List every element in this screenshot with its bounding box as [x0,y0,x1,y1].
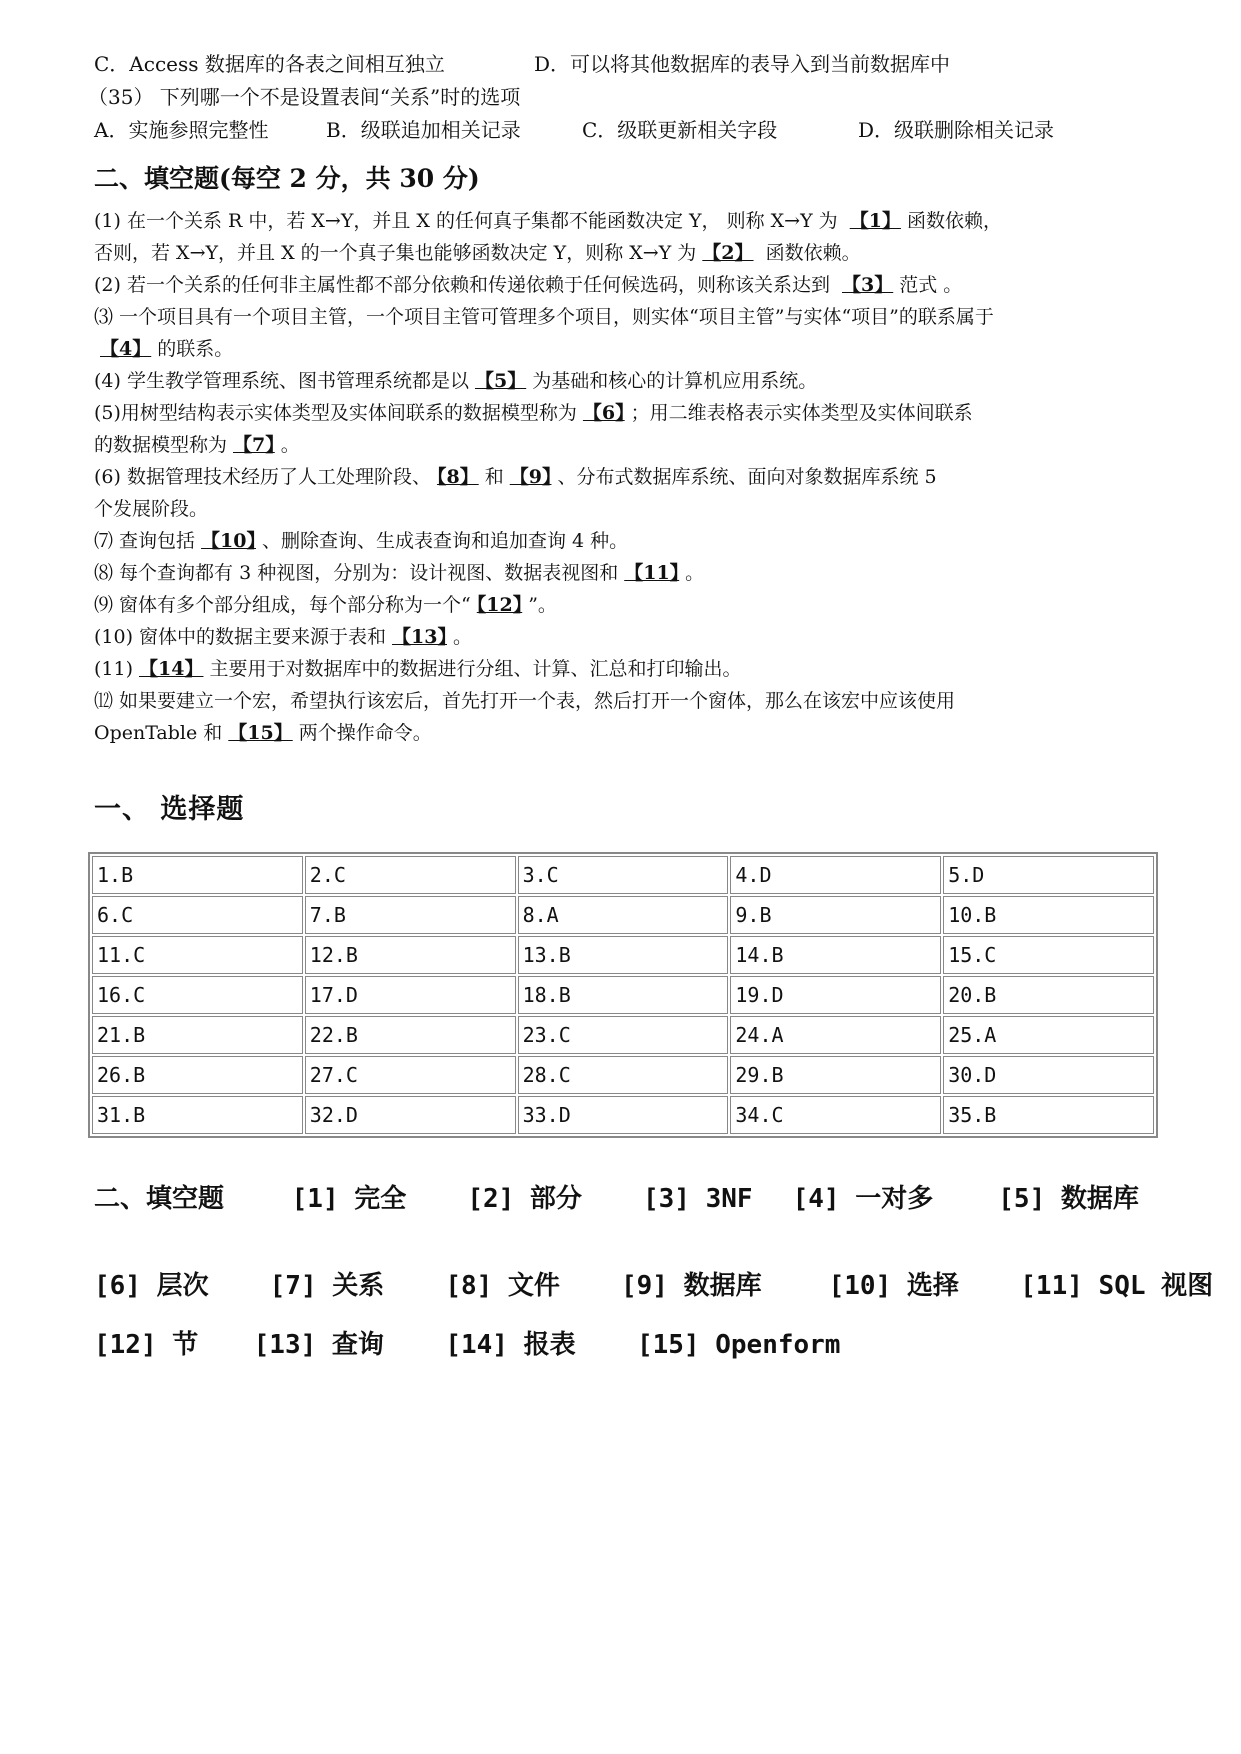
answer-fill-3: [3] 3NF [642,1184,753,1214]
blank-3: 【3】 [842,274,894,296]
answer-cell: 8.A [518,896,729,934]
fill-q5-text-1: (5)用树型结构表示实体类型及实体间联系的数据模型称为 [94,402,577,424]
blank-2: 【2】 [702,242,754,264]
answer-cell: 15.C [943,936,1154,974]
answer-cell: 5.D [943,856,1154,894]
fill-q8-text-2: 。 [685,562,705,584]
blank-8: 【8】 [436,466,479,488]
answers-fill-line-2 [94,1265,1214,1302]
fill-q6-text-2: 和 [484,466,504,488]
answer-cell: 31.B [92,1096,303,1134]
fill-q1-text-4: 函数依赖。 [759,242,861,264]
answer-cell: 13.B [518,936,729,974]
fill-q5-text-2: ；用二维表格表示实体类型及实体间联系 [630,402,973,424]
fill-q4-text-2: 为基础和核心的计算机应用系统。 [532,370,818,392]
answer-cell: 9.B [730,896,941,934]
fill-q8-text-1: ⑻ 每个查询都有 3 种视图，分别为：设计视图、数据表视图和 [94,562,619,584]
table-row [92,1056,1154,1094]
table-row [92,936,1154,974]
answer-cell: 35.B [943,1096,1154,1134]
fill-q2 [94,269,1174,301]
fill-q6-text-1: (6) 数据管理技术经历了人工处理阶段、 [94,466,431,488]
answer-cell: 22.B [305,1016,516,1054]
blank-9: 【9】 [509,466,552,488]
answer-cell: 3.C [518,856,729,894]
answer-cell: 19.D [730,976,941,1014]
answer-fill-4: [4] 一对多 [792,1184,934,1214]
fill-q5 [94,397,1174,461]
table-row [92,856,1154,894]
q35-option-c: C．级联更新相关字段 [582,118,778,142]
answer-cell: 30.D [943,1056,1154,1094]
answer-cell: 20.B [943,976,1154,1014]
answer-fill-9: [9] 数据库 [620,1271,762,1301]
fill-q10 [94,621,1174,653]
answer-cell: 18.B [518,976,729,1014]
blank-5: 【5】 [474,370,527,392]
q35-stem: （35） 下列哪一个不是设置表间“关系”时的选项 [88,85,521,109]
answer-cell: 33.D [518,1096,729,1134]
table-row [92,976,1154,1014]
fill-q2-text-1: (2) 若一个关系的任何非主属性都不部分依赖和传递依赖于任何候选码，则称该关系达到 [94,274,836,296]
answer-fill-13: [13] 查询 [253,1330,384,1360]
answer-fill-15: [15] Openform [636,1330,841,1360]
blank-11: 【11】 [624,562,680,584]
blank-7: 【7】 [233,434,275,456]
q34-option-d: D．可以将其他数据库的表导入到当前数据库中 [534,52,951,76]
fill-q5-text-4: 。 [280,434,300,456]
answer-cell: 12.B [305,936,516,974]
fill-q11-text-2: 主要用于对数据库中的数据进行分组、计算、汇总和打印输出。 [209,658,742,680]
answers-fill-line-3 [94,1324,1174,1361]
answer-cell: 21.B [92,1016,303,1054]
answer-cell: 27.C [305,1056,516,1094]
fill-q12-text-1: ⑿ 如果要建立一个宏，希望执行该宏后，首先打开一个表，然后打开一个窗体，那么在该宏中应该使用 [94,690,956,712]
answer-cell: 7.B [305,896,516,934]
blank-4: 【4】 [100,338,152,360]
fill-q7-text-1: ⑺ 查询包括 [94,530,196,552]
table-row [92,896,1154,934]
answer-cell: 6.C [92,896,303,934]
answer-cell: 28.C [518,1056,729,1094]
fill-q1-text-2: 函数依赖， [906,210,1002,232]
answer-fill-11: [11] SQL 视图 [1020,1271,1214,1301]
fill-q12 [94,685,1174,749]
blank-14: 【14】 [139,658,204,680]
answer-cell: 4.D [730,856,941,894]
answer-cell: 25.A [943,1016,1154,1054]
fill-q9 [94,589,1174,621]
fill-q10-text-2: 。 [453,626,473,648]
answer-cell: 34.C [730,1096,941,1134]
table-row [92,1016,1154,1054]
answer-fill-14: [14] 报表 [445,1330,576,1360]
answer-fill-5: [5] 数据库 [998,1184,1139,1214]
answer-fill-8: [8] 文件 [445,1271,560,1301]
fill-q10-text-1: (10) 窗体中的数据主要来源于表和 [94,626,387,648]
fill-q12-text-2: OpenTable 和 [94,722,223,744]
document-page [88,48,1214,1361]
fill-q3-text-1: ⑶ 一个项目具有一个项目主管，一个项目主管可管理多个项目，则实体“项目主管”与实体“项目”的联系属于 [94,306,994,328]
answers-fill-title: 二、填空题 [94,1184,225,1214]
answer-cell: 1.B [92,856,303,894]
answer-cell: 32.D [305,1096,516,1134]
q34-option-c: C．Access 数据库的各表之间相互独立 [94,52,445,76]
fill-q1-text-1: (1) 在一个关系 R 中，若 X→Y，并且 X 的任何真子集都不能函数决定 Y， 则称 X→Y 为 [94,210,844,232]
fill-q7 [94,525,1174,557]
answer-cell: 16.C [92,976,303,1014]
fill-q9-text-2: ”。 [528,594,557,616]
fill-q6 [94,461,1174,525]
table-row [92,1096,1154,1134]
blank-6: 【6】 [582,402,625,424]
answer-cell: 23.C [518,1016,729,1054]
fill-q2-text-2: 范式 。 [899,274,963,296]
blank-15: 【15】 [228,722,293,744]
fill-q11 [94,653,1174,685]
answer-cell: 29.B [730,1056,941,1094]
fill-q4 [94,365,1174,397]
blank-12: 【12】 [476,594,523,616]
q35-option-b: B．级联追加相关记录 [326,118,521,142]
fill-q6-text-4: 个发展阶段。 [94,498,209,520]
answers-fill-line-1 [94,1178,1174,1215]
answer-cell: 14.B [730,936,941,974]
q35-options-row [94,114,1174,147]
fill-q12-text-3: 两个操作命令。 [298,722,432,744]
fill-q3-text-2: 的联系。 [157,338,234,360]
answer-fill-6: [6] 层次 [94,1271,209,1301]
blank-1: 【1】 [849,210,901,232]
answer-fill-7: [7] 关系 [269,1271,385,1301]
answer-cell: 26.B [92,1056,303,1094]
answer-cell: 11.C [92,936,303,974]
fill-q1-text-3: 否则，若 X→Y，并且 X 的一个真子集也能够函数决定 Y，则称 X→Y 为 [94,242,697,264]
q35-option-d: D．级联删除相关记录 [858,118,1055,142]
answers-choice-table [88,852,1158,1138]
answer-fill-12: [12] 节 [94,1330,199,1360]
fill-q4-text-1: (4) 学生教学管理系统、图书管理系统都是以 [94,370,469,392]
fill-q11-text-1: (11) [94,658,134,680]
q35-option-a: A．实施参照完整性 [94,118,269,142]
fill-q8 [94,557,1174,589]
answer-cell: 10.B [943,896,1154,934]
answer-fill-10: [10] 选择 [828,1271,959,1301]
blank-13: 【13】 [392,626,447,648]
fill-section-title: 二、填空题(每空 2 分，共 30 分) [94,164,480,193]
answer-fill-1: [1] 完全 [291,1184,407,1214]
answers-choice-title: 一、 选择题 [94,794,245,825]
blank-10: 【10】 [201,530,256,552]
q34-options-row [94,48,1174,81]
fill-q3 [94,301,1174,365]
answer-cell: 2.C [305,856,516,894]
fill-q5-text-3: 的数据模型称为 [94,434,228,456]
fill-q1 [94,205,1174,269]
fill-q6-text-3: 、分布式数据库系统、面向对象数据库系统 5 [557,466,937,488]
fill-q7-text-2: 、删除查询、生成表查询和追加查询 4 种。 [262,530,629,552]
fill-q9-text-1: ⑼ 窗体有多个部分组成，每个部分称为一个“ [94,594,471,616]
answer-fill-2: [2] 部分 [467,1184,582,1214]
answer-cell: 24.A [730,1016,941,1054]
answer-cell: 17.D [305,976,516,1014]
